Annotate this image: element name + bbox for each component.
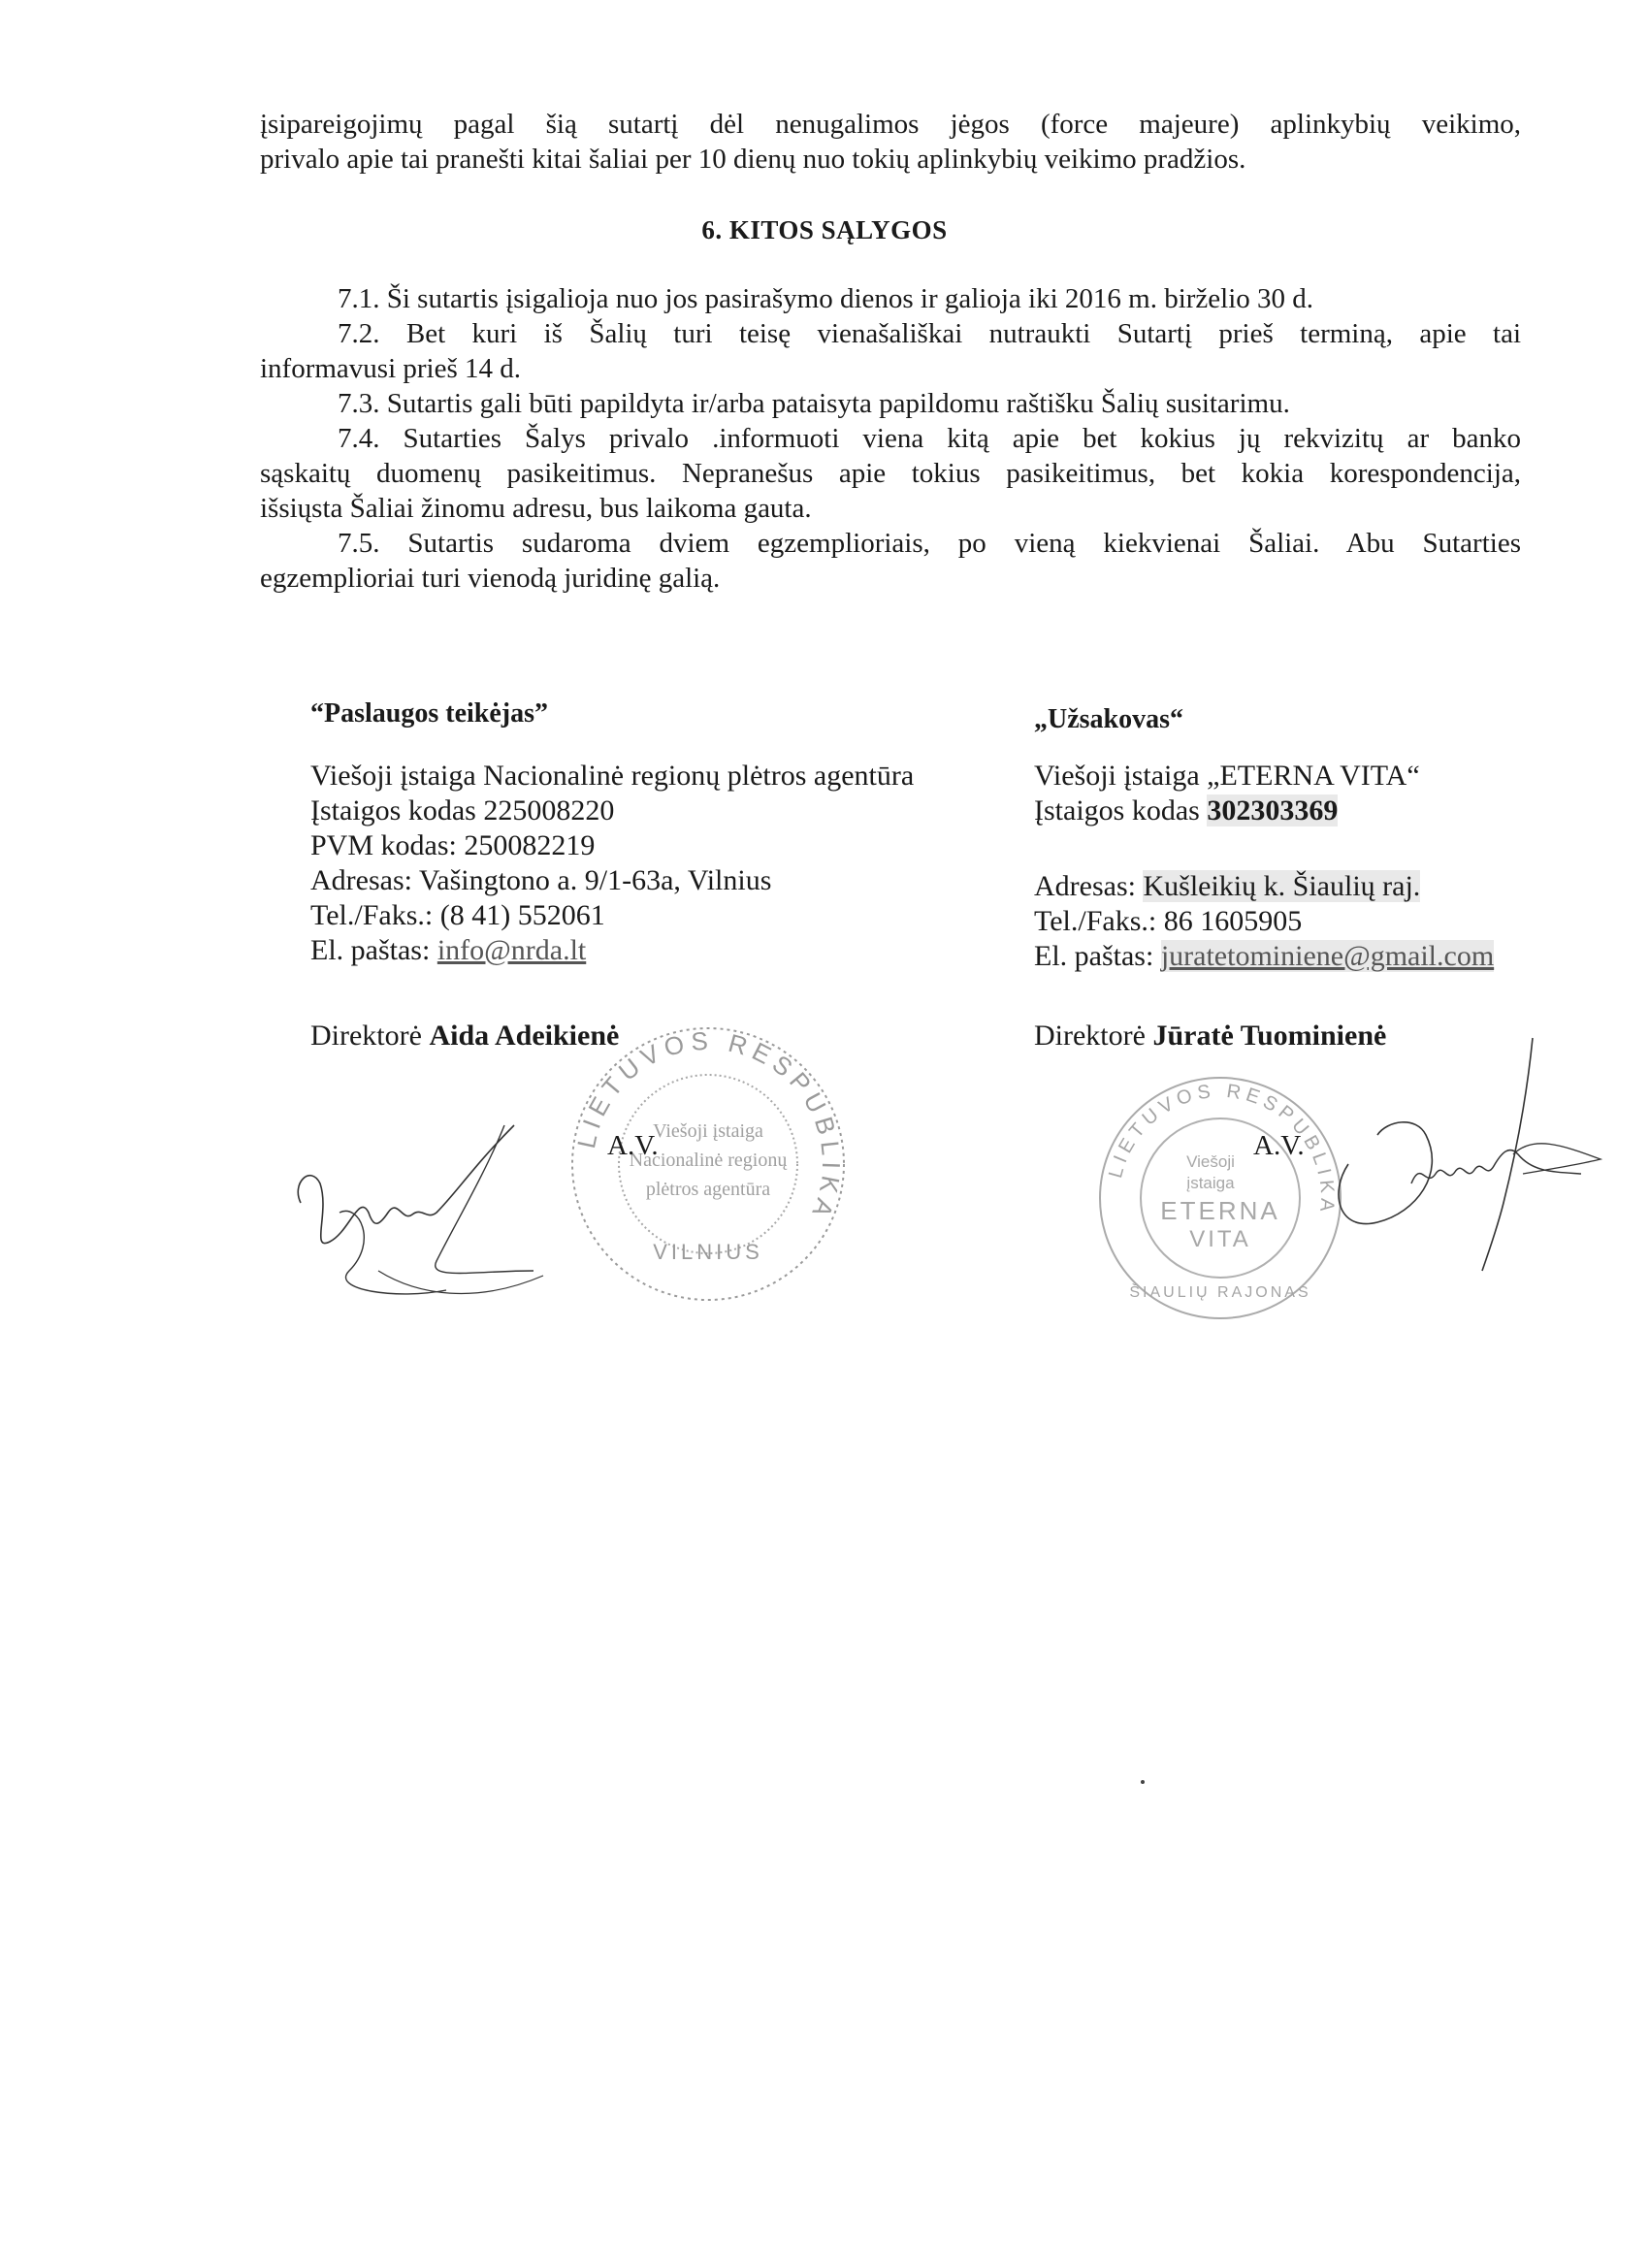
provider-stamp-line-1: Viešoji įstaiga [653,1120,763,1142]
clause-7-2: 7.2. Bet kuri iš Šalių turi teisę vienašališkai nutraukti Sutartį prieš terminą, apie tai [338,318,1521,349]
provider-stamp-line-2: Nacionalinė regionų [629,1150,788,1171]
clause-7-4-cont: sąskaitų duomenų pasikeitimus. Nepranešus apie tokius pasikeitimus, bet kokia korespondencija, [260,458,1521,489]
client-stamp-line-2: įstaiga [1186,1174,1235,1192]
client-address-label: Adresas: [1034,870,1144,902]
client-email-label: El. paštas: [1034,940,1161,972]
provider-phone: Tel./Faks.: (8 41) 552061 [310,899,605,931]
client-name: Viešoji įstaiga „ETERNA VITA“ [1034,760,1420,792]
client-email-row [1034,939,1494,974]
client-code: 302303369 [1207,794,1339,826]
client-stamp-line-1: Viešoji [1186,1152,1235,1171]
client-phone: Tel./Faks.: 86 1605905 [1034,905,1303,937]
client-stamp [1094,1072,1346,1324]
provider-stamp [563,1019,854,1310]
clause-7-1: 7.1. Ši sutartis įsigalioja nuo jos pasirašymo dienos ir galioja iki 2016 m. birželio 30 d. [338,283,1314,314]
provider-director-name: Aida Adeikienė [429,1020,620,1052]
client-code-row [1034,794,1338,828]
client-stamp-city: ŠIAULIŲ RAJONAS [1129,1284,1311,1301]
client-director-name: Jūratė Tuominienė [1152,1020,1387,1052]
client-stamp-line-4: VITA [1189,1226,1251,1252]
provider-email-link[interactable]: info@nrda.lt [436,934,587,966]
provider-title: “Paslaugos teikėjas” [310,698,548,729]
intro-line-1: įsipareigojimų pagal šią sutartį dėl nenugalimos jėgos (force majeure) aplinkybių veikimo, [260,109,1521,140]
client-stamp-line-3: ETERNA [1160,1196,1280,1225]
stray-dot [1141,1780,1145,1784]
provider-code: Įstaigos kodas 225008220 [310,794,615,826]
clause-7-3: 7.3. Sutartis gali būti papildyta ir/arba pataisyta papildomu raštišku Šalių susitarimu. [338,388,1290,419]
client-email-link[interactable]: juratetominiene@gmail.com [1160,940,1495,972]
provider-address: Adresas: Vašingtono a. 9/1-63a, Vilnius [310,864,772,896]
provider-av: A.V. [607,1130,659,1161]
provider-stamp-line-3: plėtros agentūra [645,1179,771,1200]
client-code-label: Įstaigos kodas [1034,794,1208,826]
provider-email-row [310,933,586,968]
client-address: Kušleikių k. Šiaulių raj. [1143,870,1421,902]
intro-line-2: privalo apie tai pranešti kitai šaliai per 10 dienų nuo tokių aplinkybių veikimo pradžios. [260,144,1246,175]
provider-stamp-city: VILNIUS [653,1240,763,1264]
provider-email-label: El. paštas: [310,934,437,966]
section-title: 6. KITOS SĄLYGOS [701,215,948,244]
clause-7-5-cont: egzemplioriai turi vienodą juridinę galią. [260,563,721,594]
client-director-label: Direktorė [1034,1020,1153,1052]
provider-vat: PVM kodas: 250082219 [310,829,596,861]
provider-name: Viešoji įstaiga Nacionalinė regionų plėtros agentūra [310,760,915,792]
clause-7-2-cont: informavusi prieš 14 d. [260,353,522,384]
provider-signature [281,1106,592,1319]
provider-director-label: Direktorė [310,1020,430,1052]
client-stamp-ring: LIETUVOS RESPUBLIKA [1105,1080,1339,1217]
clause-7-4-cont2: išsiųsta Šaliai žinomu adresu, bus laikoma gauta. [260,493,812,524]
clause-7-4: 7.4. Sutarties Šalys privalo .informuoti viena kitą apie bet kokius jų rekvizitų ar banko [338,423,1521,454]
clause-7-5: 7.5. Sutartis sudaroma dviem egzemplioriais, po vieną kiekvienai Šaliai. Abu Sutarties [338,528,1521,559]
client-title: „Užsakovas“ [1034,704,1184,734]
provider-stamp-ring: LIETUVOS RESPUBLIKA [571,1025,847,1227]
client-signature [1319,1028,1610,1280]
client-av: A.V. [1253,1130,1305,1161]
client-address-row [1034,869,1420,904]
